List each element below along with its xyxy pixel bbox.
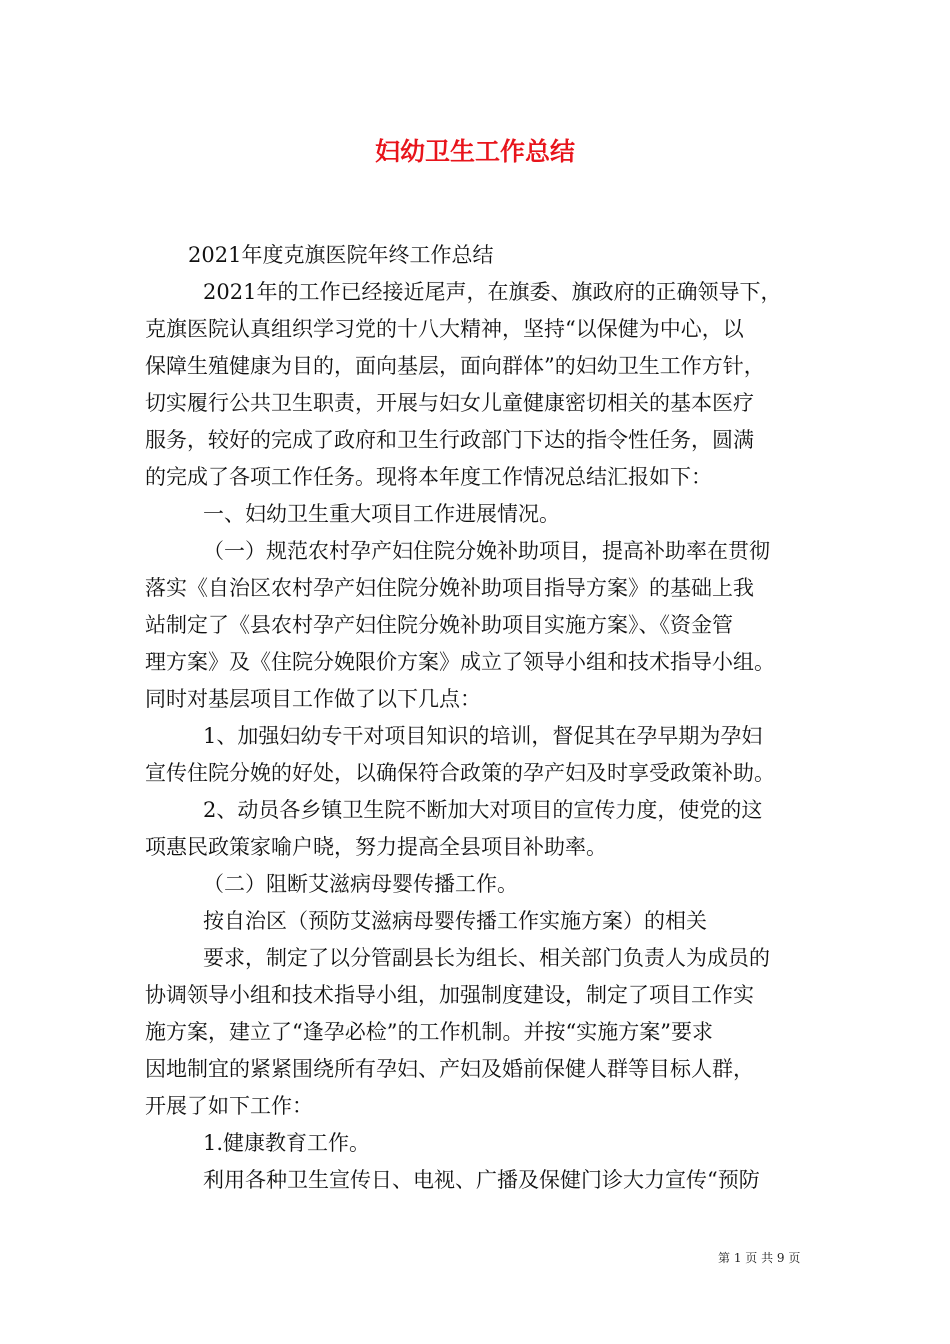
text-line: 站制定了《县农村孕产妇住院分娩补助项目实施方案》、《资金管 bbox=[145, 613, 733, 637]
text-line: 2021年度克旗医院年终工作总结 bbox=[188, 243, 494, 267]
text-line: 切实履行公共卫生职责，开展与妇女儿童健康密切相关的基本医疗 bbox=[145, 391, 754, 415]
text-line: 利用各种卫生宣传日、电视、广播及保健门诊大力宣传“预防 bbox=[203, 1168, 760, 1192]
text-line: （二）阻断艾滋病母婴传播工作。 bbox=[203, 872, 518, 896]
text-line: 服务，较好的完成了政府和卫生行政部门下达的指令性任务，圆满 bbox=[145, 428, 754, 452]
text-line: 理方案》及《住院分娩限价方案》成立了领导小组和技术指导小组。 bbox=[145, 650, 775, 674]
text-line: 要求，制定了以分管副县长为组长、相关部门负责人为成员的 bbox=[203, 946, 770, 970]
text-line: 2021年的工作已经接近尾声，在旗委、旗政府的正确领导下， bbox=[203, 280, 782, 304]
text-line: 落实《自治区农村孕产妇住院分娩补助项目指导方案》的基础上我 bbox=[145, 576, 754, 600]
text-line: 开展了如下工作： bbox=[145, 1094, 313, 1118]
text-line: 协调领导小组和技术指导小组，加强制度建设，制定了项目工作实 bbox=[145, 983, 754, 1007]
text-line: 宣传住院分娩的好处，以确保符合政策的孕产妇及时享受政策补助。 bbox=[145, 761, 775, 785]
text-line: 保障生殖健康为目的，面向基层，面向群体”的妇幼卫生工作方针， bbox=[145, 354, 765, 378]
text-line: 1、加强妇幼专干对项目知识的培训，督促其在孕早期为孕妇 bbox=[203, 724, 763, 748]
text-line: 按自治区（预防艾滋病母婴传播工作实施方案）的相关 bbox=[203, 909, 707, 933]
text-line: 施方案，建立了“逢孕必检”的工作机制。并按“实施方案”要求 bbox=[145, 1020, 713, 1044]
text-line: 1.健康教育工作。 bbox=[203, 1131, 371, 1155]
text-line: 同时对基层项目工作做了以下几点： bbox=[145, 687, 481, 711]
document-title: 妇幼卫生工作总结 bbox=[374, 137, 575, 166]
text-line: 项惠民政策家喻户晓，努力提高全县项目补助率。 bbox=[145, 835, 607, 859]
text-line: 的完成了各项工作任务。现将本年度工作情况总结汇报如下： bbox=[145, 465, 712, 489]
text-line: 2、动员各乡镇卫生院不断加大对项目的宣传力度，使党的这 bbox=[203, 798, 763, 822]
page-footer: 第 1 页 共 9 页 bbox=[718, 1251, 801, 1265]
text-line: 克旗医院认真组织学习党的十八大精神，坚持“以保健为中心，以 bbox=[145, 317, 744, 341]
text-line: 一、妇幼卫生重大项目工作进展情况。 bbox=[203, 502, 560, 526]
text-line: 因地制宜的紧紧围绕所有孕妇、产妇及婚前保健人群等目标人群， bbox=[145, 1057, 754, 1081]
text-line: （一）规范农村孕产妇住院分娩补助项目，提高补助率在贯彻 bbox=[203, 539, 770, 563]
document-body bbox=[145, 237, 815, 1199]
